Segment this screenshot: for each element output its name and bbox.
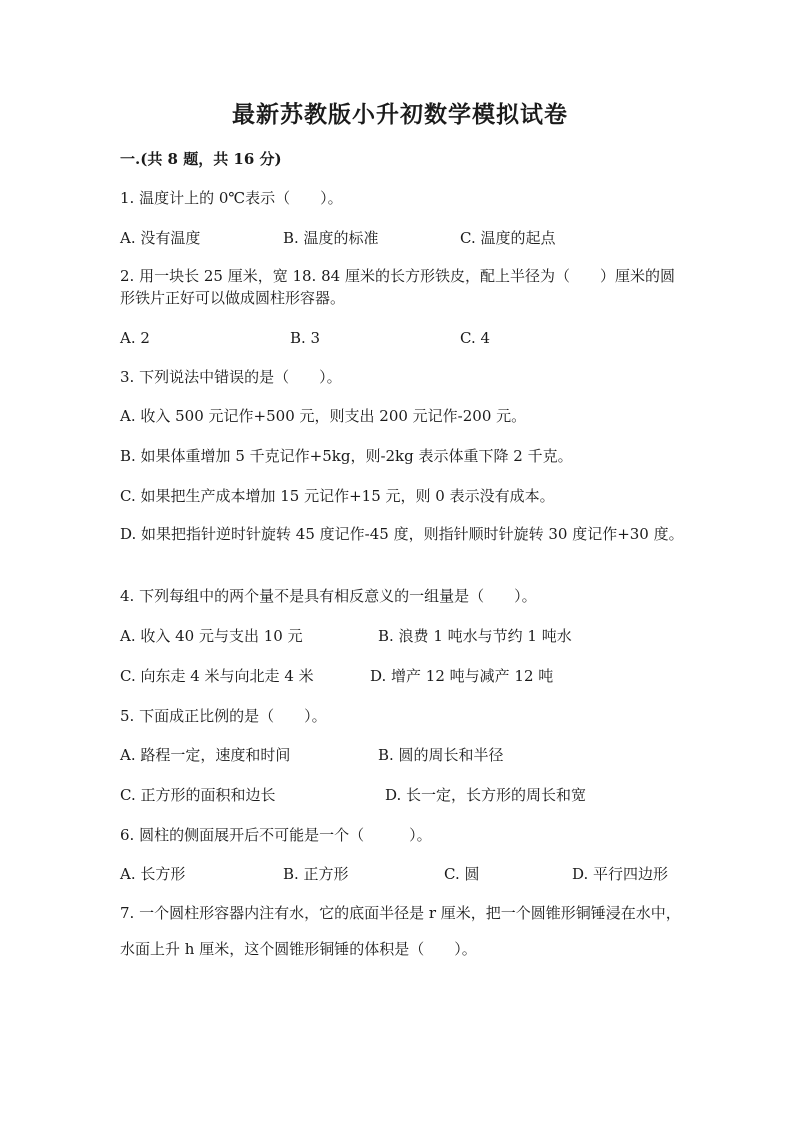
- question-5-option-a: A. 路程一定，速度和时间: [120, 746, 291, 764]
- question-1-option-c: C. 温度的起点: [460, 229, 556, 247]
- question-4-option-b: B. 浪费 1 吨水与节约 1 吨水: [378, 627, 572, 645]
- question-2-option-a: A. 2: [120, 329, 150, 347]
- section-heading: 一.(共 8 题，共 16 分): [120, 150, 282, 168]
- question-1-option-b: B. 温度的标准: [283, 229, 379, 247]
- question-3-option-a: A. 收入 500 元记作+500 元，则支出 200 元记作-200 元。: [120, 407, 527, 425]
- question-1-option-a: A. 没有温度: [120, 229, 201, 247]
- question-3-stem: 3. 下列说法中错误的是（ ）。: [120, 368, 342, 386]
- question-2-option-b: B. 3: [290, 329, 321, 347]
- question-3-option-b: B. 如果体重增加 5 千克记作+5kg，则-2kg 表示体重下降 2 千克。: [120, 447, 573, 465]
- question-4-stem: 4. 下列每组中的两个量不是具有相反意义的一组量是（ ）。: [120, 587, 537, 605]
- question-2-stem: 2. 用一块长 25 厘米，宽 18. 84 厘米的长方形铁皮，配上半径为（ ）厘米的圆形铁片正好可以做成圆柱形容器。: [120, 267, 675, 307]
- question-2-option-c: C. 4: [460, 329, 491, 347]
- question-4-option-a: A. 收入 40 元与支出 10 元: [120, 627, 303, 645]
- question-1-stem: 1. 温度计上的 0℃表示（ ）。: [120, 189, 343, 207]
- question-7-stem: 7. 一个圆柱形容器内注有水，它的底面半径是 r 厘米，把一个圆锥形铜锤浸在水中，水面上升 h 厘米，这个圆锥形铜锤的体积是（ ）。: [120, 904, 681, 958]
- question-5-option-d: D. 长一定，长方形的周长和宽: [385, 786, 587, 804]
- question-6-option-d: D. 平行四边形: [572, 865, 669, 883]
- question-6-option-c: C. 圆: [444, 865, 480, 883]
- exam-title: 最新苏教版小升初数学模拟试卷: [232, 101, 568, 128]
- question-3-option-d: D. 如果把指针逆时针旋转 45 度记作-45 度，则指针顺时针旋转 30 度记作+30 度。: [120, 525, 684, 543]
- question-6-stem: 6. 圆柱的侧面展开后不可能是一个（ ）。: [120, 826, 432, 844]
- question-5-option-c: C. 正方形的面积和边长: [120, 786, 276, 804]
- question-6-option-b: B. 正方形: [283, 865, 349, 883]
- question-5-stem: 5. 下面成正比例的是（ ）。: [120, 707, 327, 725]
- question-3-option-c: C. 如果把生产成本增加 15 元记作+15 元，则 0 表示没有成本。: [120, 487, 555, 505]
- question-4-option-c: C. 向东走 4 米与向北走 4 米: [120, 667, 314, 685]
- question-4-option-d: D. 增产 12 吨与减产 12 吨: [370, 667, 554, 685]
- question-6-option-a: A. 长方形: [120, 865, 186, 883]
- question-5-option-b: B. 圆的周长和半径: [378, 746, 504, 764]
